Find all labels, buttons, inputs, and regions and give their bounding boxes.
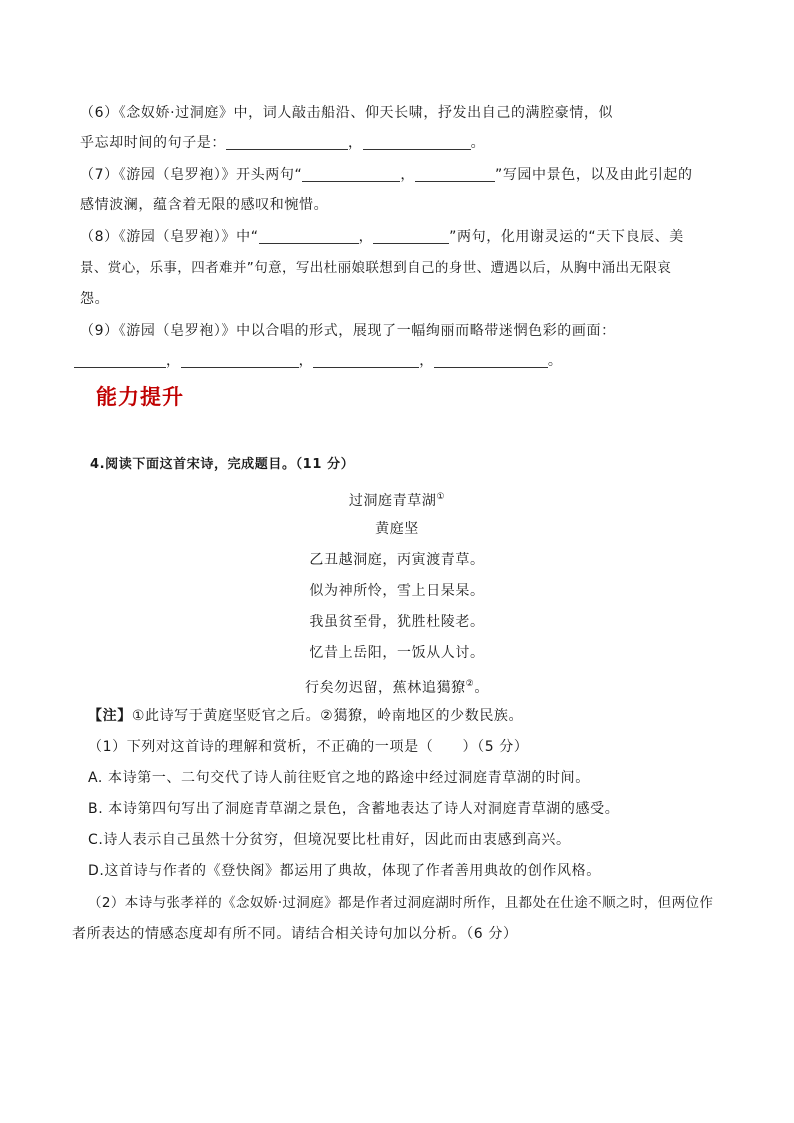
poem-line-5-end: 。 — [474, 680, 489, 696]
question4-title: 4.阅读下面这首宋诗，完成题目。（11 分） — [90, 457, 355, 472]
q9-line1 — [80, 321, 616, 341]
q6-blank-2[interactable] — [363, 135, 471, 150]
q7-line1 — [80, 165, 693, 185]
option-b[interactable]: B. 本诗第四句写出了洞庭青草湖之景色，含蓄地表达了诗人对洞庭青草湖的感受。 — [88, 801, 620, 817]
note-label: 【注】 — [88, 708, 132, 724]
q9-sep-1: ， — [166, 353, 181, 369]
q9-blank-4[interactable] — [434, 353, 548, 368]
q9-blank-3[interactable] — [313, 353, 419, 368]
poem-line-3: 我虽贫至骨，犹胜杜陵老。 — [309, 614, 485, 630]
q9-line2 — [74, 351, 562, 371]
poem-line-5-note: ② — [465, 679, 475, 689]
q8-suffix: ”两句，化用谢灵运的“天下良辰、美 — [449, 229, 684, 245]
poem-line-5 — [0, 674, 794, 698]
poem-title-text: 过洞庭青草湖 — [348, 493, 437, 509]
q8-text2: 景、赏心，乐事，四者难并”句意，写出杜丽娘联想到自己的身世、遭遇以后，从胸中涌出无限哀 — [80, 260, 672, 276]
q7-text2: 感情波澜，蕴含着无限的感叹和惋惜。 — [80, 197, 329, 213]
poem-title-note: ① — [436, 492, 446, 502]
q9-blank-1[interactable] — [74, 353, 166, 368]
q9-text: （9）《游园（皂罗袍）》中以合唱的形式，展现了一幅绚丽而略带迷惘色彩的画面： — [80, 323, 616, 339]
q7-prefix: （7）《游园（皂罗袍）》开头两句“ — [80, 167, 303, 183]
poem-line-2: 似为神所怜，雪上日杲杲。 — [309, 583, 485, 599]
q9-sep-3: ， — [419, 353, 434, 369]
q6-line2 — [80, 133, 485, 153]
q9-blank-2[interactable] — [181, 353, 299, 368]
q7-blank-2[interactable] — [415, 167, 495, 182]
sub-question-2-line2: 者所表达的情感态度却有所不同。请结合相关诗句加以分析。（6 分） — [72, 926, 518, 942]
q7-line2 — [80, 195, 328, 215]
section-heading: 能力提升 — [96, 385, 184, 409]
q8-text3: 怨。 — [80, 291, 110, 307]
q8-line1 — [80, 227, 684, 247]
option-c[interactable]: C.诗人表示自己虽然十分贫穷，但境况要比杜甫好，因此而由衷感到高兴。 — [88, 832, 571, 848]
q7-blank-1[interactable] — [302, 167, 400, 182]
option-a[interactable]: A. 本诗第一、二句交代了诗人前往贬官之地的路途中经过洞庭青草湖的时间。 — [88, 770, 590, 786]
poem-line-5-text: 行矣勿迟留，蕉林追獦獠 — [305, 680, 466, 696]
option-d[interactable]: D.这首诗与作者的《登快阁》都运用了典故，体现了作者善用典故的创作风格。 — [88, 863, 601, 879]
q6-blank-1[interactable] — [226, 135, 348, 150]
sub-question-2-line1: （2）本诗与张孝祥的《念奴娇·过洞庭》都是作者过洞庭湖时所作，且都处在仕途不顺之时，但两位作 — [88, 895, 714, 911]
poem-line-4: 忆昔上岳阳，一饭从人讨。 — [309, 645, 485, 661]
q8-line3 — [80, 289, 109, 309]
q8-blank-2[interactable] — [373, 229, 449, 244]
q8-blank-1[interactable] — [259, 229, 359, 244]
q6-text: （6）《念奴娇·过洞庭》中，词人敲击船沿、仰天长啸，抒发出自己的满腔豪情，似 — [80, 105, 614, 121]
sub-question-1: （1）下列对这首诗的理解和赏析，不正确的一项是（ ）（5 分） — [88, 739, 529, 755]
q6-end: 。 — [470, 135, 486, 151]
q6-sep: ， — [348, 135, 363, 151]
note-text: ①此诗写于黄庭坚贬官之后。②獦獠，岭南地区的少数民族。 — [131, 708, 524, 724]
q6-line1 — [80, 103, 613, 123]
q8-sep: ， — [358, 229, 374, 245]
q8-line2 — [80, 258, 671, 278]
q7-sep: ， — [400, 167, 415, 183]
q8-prefix: （8）《游园（皂罗袍）》中“ — [80, 229, 259, 245]
poem-author: 黄庭坚 — [375, 521, 419, 537]
poem-note — [88, 706, 523, 726]
q6-prefix: 乎忘却时间的句子是： — [80, 135, 226, 151]
q9-sep-2: ， — [298, 353, 314, 369]
poem-title — [0, 487, 794, 511]
poem-line-1: 乙丑越洞庭，丙寅渡青草。 — [309, 552, 485, 568]
q9-end: 。 — [547, 353, 563, 369]
q7-suffix: ”写园中景色，以及由此引起的 — [494, 167, 693, 183]
